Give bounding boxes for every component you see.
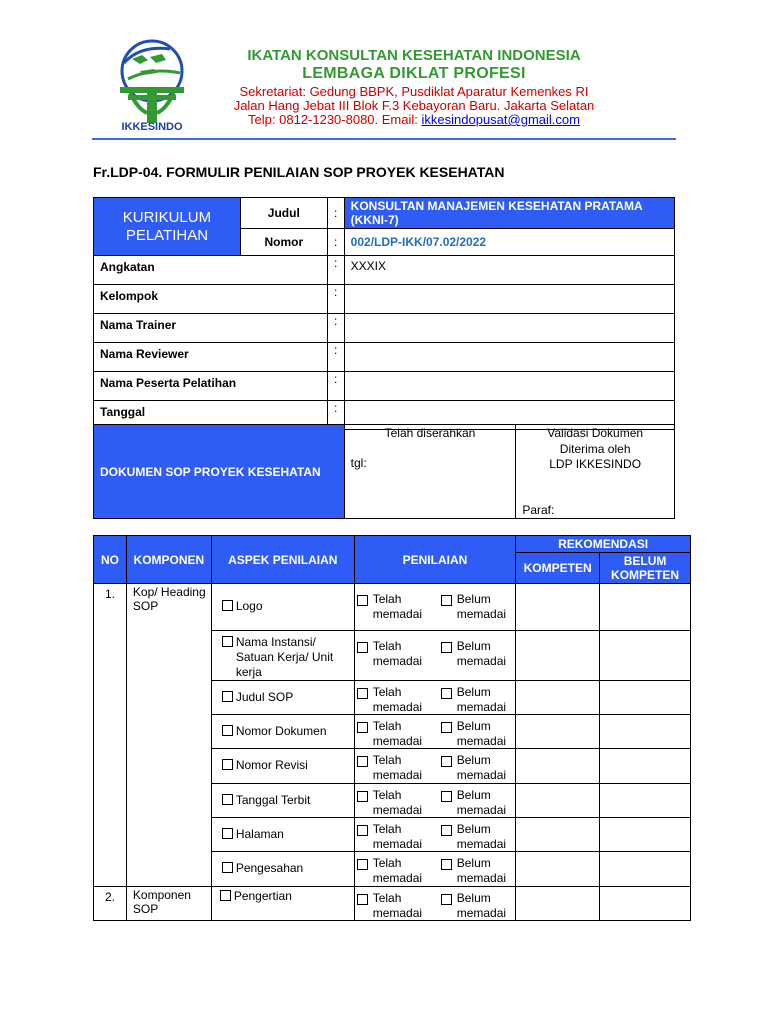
trainer-value[interactable] [344, 314, 674, 343]
competent-cell[interactable] [516, 818, 600, 852]
option-telah-memadai-label: Telah memadai [372, 891, 423, 920]
competent-cell[interactable] [516, 749, 600, 784]
option-belum-memadai-label: Belum memadai [456, 891, 507, 920]
nomor-label: Nomor [240, 229, 327, 256]
unit-name: LEMBAGA DIKLAT PROFESI [302, 65, 526, 82]
validation-line-3: LDP IKKESINDO [549, 457, 642, 471]
form-title: Fr.LDP-04. FORMULIR PENILAIAN SOP PROYEK KESEHATAN [93, 164, 505, 180]
not-competent-cell[interactable] [600, 681, 691, 715]
option-belum-memadai-checkbox[interactable] [441, 642, 452, 653]
submitted-label: Telah diserahkan [384, 426, 476, 440]
header-competent: KOMPETEN [516, 553, 600, 584]
option-telah-memadai-label: Telah memadai [372, 719, 423, 748]
option-belum-memadai-checkbox[interactable] [441, 722, 452, 733]
option-belum-memadai[interactable] [441, 822, 513, 852]
aspect-judul [211, 681, 354, 715]
option-belum-memadai[interactable] [441, 753, 513, 783]
aspect-instansi [211, 631, 354, 681]
option-telah-memadai-label: Telah memadai [372, 822, 423, 851]
curriculum-label-cell [94, 198, 241, 256]
document-label: DOKUMEN SOP PROYEK KESEHATAN [94, 425, 345, 519]
contact-text: Telp: 0812-1230-8080. Email: [248, 112, 418, 127]
rating-cell [354, 887, 515, 921]
tanggal-label: Tanggal [94, 401, 328, 430]
trainer-label: Nama Trainer [94, 314, 328, 343]
not-competent-cell[interactable] [600, 784, 691, 818]
rating-cell [354, 852, 515, 887]
rating-cell [354, 784, 515, 818]
submitted-cell[interactable] [344, 425, 516, 519]
option-telah-memadai-checkbox[interactable] [357, 642, 368, 653]
participant-value[interactable] [344, 372, 674, 401]
aspect-label: Halaman [235, 827, 284, 841]
rating-cell [354, 584, 515, 631]
option-telah-memadai-label: Telah memadai [372, 639, 423, 668]
not-competent-cell[interactable] [600, 887, 691, 921]
header-divider [92, 138, 676, 140]
header-recommendation: REKOMENDASI [516, 536, 691, 553]
component-name: Kop/ Heading SOP [126, 584, 211, 887]
address-line-1: Sekretariat: Gedung BBPK, Pusdiklat Aparatur Kemenkes RI [239, 84, 589, 99]
option-belum-memadai[interactable] [441, 685, 513, 715]
aspect-label: Nomor Revisi [235, 758, 308, 772]
option-belum-memadai[interactable] [441, 719, 513, 749]
aspect-checkbox[interactable] [222, 691, 233, 702]
validation-cell[interactable] [516, 425, 675, 519]
option-telah-memadai-label: Telah memadai [372, 753, 423, 782]
header-not-competent: BELUM KOMPETEN [600, 553, 691, 584]
aspect-label: Nama Instansi/ Satuan Kerja/ Unit kerja [235, 635, 334, 679]
aspect-checkbox[interactable] [222, 636, 233, 647]
ikkesindo-logo [110, 33, 195, 137]
option-belum-memadai-checkbox[interactable] [441, 756, 452, 767]
competent-cell[interactable] [516, 887, 600, 921]
email-link[interactable]: ikkesindopusat@gmail.com [421, 112, 580, 127]
option-belum-memadai-label: Belum memadai [456, 822, 507, 851]
rating-cell [354, 681, 515, 715]
aspect-logo [211, 584, 354, 631]
not-competent-cell[interactable] [600, 631, 691, 681]
aspect-checkbox[interactable] [222, 828, 233, 839]
aspect-label: Pengertian [233, 889, 292, 903]
option-belum-memadai-label: Belum memadai [456, 788, 507, 817]
header-no: NO [94, 536, 127, 584]
option-belum-memadai-checkbox[interactable] [441, 791, 452, 802]
option-belum-memadai[interactable] [441, 856, 513, 886]
row-number: 1. [94, 584, 127, 887]
aspect-checkbox[interactable] [222, 759, 233, 770]
option-telah-memadai-label: Telah memadai [372, 685, 423, 714]
aspect-pengertian [211, 887, 354, 921]
validation-line-2: Diterima oleh [559, 441, 631, 456]
option-belum-memadai-label: Belum memadai [456, 639, 507, 668]
aspect-checkbox[interactable] [222, 725, 233, 736]
competent-cell[interactable] [516, 631, 600, 681]
aspect-label: Logo [235, 599, 263, 613]
signature-label: Paraf: [522, 503, 555, 517]
option-telah-memadai[interactable] [357, 719, 429, 749]
not-competent-cell[interactable] [600, 715, 691, 749]
competent-cell[interactable] [516, 852, 600, 887]
document-table [93, 424, 675, 519]
option-telah-memadai-label: Telah memadai [372, 856, 423, 885]
aspect-tanggal-terbit [211, 784, 354, 818]
aspect-checkbox[interactable] [222, 794, 233, 805]
option-telah-memadai-checkbox[interactable] [357, 859, 368, 870]
option-telah-memadai-checkbox[interactable] [357, 595, 368, 606]
option-telah-memadai-label: Telah memadai [372, 788, 423, 817]
judul-label: Judul [240, 198, 327, 229]
colon: : [327, 401, 344, 430]
option-belum-memadai-checkbox[interactable] [441, 595, 452, 606]
angkatan-value[interactable]: XXXIX [344, 256, 674, 285]
logo-text: IKKESINDO [121, 121, 183, 133]
header-component: KOMPONEN [126, 536, 211, 584]
option-telah-memadai-checkbox[interactable] [357, 688, 368, 699]
competent-cell[interactable] [516, 584, 600, 631]
aspect-pengesahan [211, 852, 354, 887]
org-name: IKATAN KONSULTAN KESEHATAN INDONESIA [247, 47, 581, 64]
component-name: Komponen SOP [126, 887, 211, 921]
assessment-table [93, 535, 691, 921]
aspect-label: Pengesahan [235, 861, 304, 875]
option-belum-memadai-checkbox[interactable] [441, 859, 452, 870]
colon: : [327, 256, 344, 285]
colon: : [327, 285, 344, 314]
option-telah-memadai-checkbox[interactable] [357, 825, 368, 836]
aspect-nomor-revisi [211, 749, 354, 784]
aspect-checkbox[interactable] [220, 890, 231, 901]
option-telah-memadai[interactable] [357, 891, 429, 921]
option-telah-memadai[interactable] [357, 753, 429, 783]
option-belum-memadai-label: Belum memadai [456, 856, 507, 885]
option-belum-memadai-label: Belum memadai [456, 719, 507, 748]
competent-cell[interactable] [516, 681, 600, 715]
rating-cell [354, 631, 515, 681]
curriculum-label: KURIKULUM PELATIHAN [122, 208, 212, 244]
participant-label: Nama Peserta Pelatihan [94, 372, 328, 401]
judul-value: KONSULTAN MANAJEMEN KESEHATAN PRATAMA (KKNI-7) [344, 198, 674, 229]
option-belum-memadai-label: Belum memadai [456, 685, 507, 714]
nomor-value: 002/LDP-IKK/07.02/2022 [344, 229, 674, 256]
colon: : [327, 372, 344, 401]
not-competent-cell[interactable] [600, 818, 691, 852]
aspect-label: Judul SOP [235, 690, 294, 704]
angkatan-label: Angkatan [94, 256, 328, 285]
option-telah-memadai-checkbox[interactable] [357, 791, 368, 802]
aspect-label: Tanggal Terbit [235, 793, 311, 807]
header-rating: PENILAIAN [354, 536, 515, 584]
not-competent-cell[interactable] [600, 852, 691, 887]
option-telah-memadai[interactable] [357, 788, 429, 818]
colon: : [327, 314, 344, 343]
option-belum-memadai[interactable] [441, 639, 513, 669]
validation-line-1: Validasi Dokumen [547, 426, 644, 440]
option-belum-memadai[interactable] [441, 592, 513, 622]
reviewer-label: Nama Reviewer [94, 343, 328, 372]
reviewer-value[interactable] [344, 343, 674, 372]
aspect-checkbox[interactable] [222, 862, 233, 873]
option-telah-memadai[interactable] [357, 639, 429, 669]
option-belum-memadai-label: Belum memadai [456, 753, 507, 782]
option-telah-memadai[interactable] [357, 685, 429, 715]
option-telah-memadai-checkbox[interactable] [357, 722, 368, 733]
curriculum-table [93, 197, 675, 430]
option-telah-memadai-checkbox[interactable] [357, 894, 368, 905]
rating-cell [354, 715, 515, 749]
option-telah-memadai-label: Telah memadai [372, 592, 423, 621]
row-number: 2. [94, 887, 127, 921]
aspect-checkbox[interactable] [222, 600, 233, 611]
date-label: tgl: [350, 456, 367, 470]
contact-line [200, 113, 628, 126]
option-belum-memadai-checkbox[interactable] [441, 894, 452, 905]
colon: : [327, 343, 344, 372]
option-telah-memadai[interactable] [357, 822, 429, 852]
colon: : [327, 229, 344, 256]
option-belum-memadai[interactable] [441, 788, 513, 818]
aspect-halaman [211, 818, 354, 852]
option-belum-memadai[interactable] [441, 891, 513, 921]
competent-cell[interactable] [516, 784, 600, 818]
option-belum-memadai-checkbox[interactable] [441, 688, 452, 699]
colon: : [327, 198, 344, 229]
address-line-2: Jalan Hang Jebat III Blok F.3 Kebayoran Baru. Jakarta Selatan [233, 98, 595, 113]
competent-cell[interactable] [516, 715, 600, 749]
kelompok-label: Kelompok [94, 285, 328, 314]
rating-cell [354, 818, 515, 852]
option-belum-memadai-label: Belum memadai [456, 592, 507, 621]
not-competent-cell[interactable] [600, 749, 691, 784]
option-telah-memadai[interactable] [357, 592, 429, 622]
option-telah-memadai[interactable] [357, 856, 429, 886]
option-telah-memadai-checkbox[interactable] [357, 756, 368, 767]
aspect-label: Nomor Dokumen [235, 724, 327, 738]
header-aspect: ASPEK PENILAIAN [211, 536, 354, 584]
not-competent-cell[interactable] [600, 584, 691, 631]
kelompok-value[interactable] [344, 285, 674, 314]
rating-cell [354, 749, 515, 784]
option-belum-memadai-checkbox[interactable] [441, 825, 452, 836]
aspect-nomor-dokumen [211, 715, 354, 749]
